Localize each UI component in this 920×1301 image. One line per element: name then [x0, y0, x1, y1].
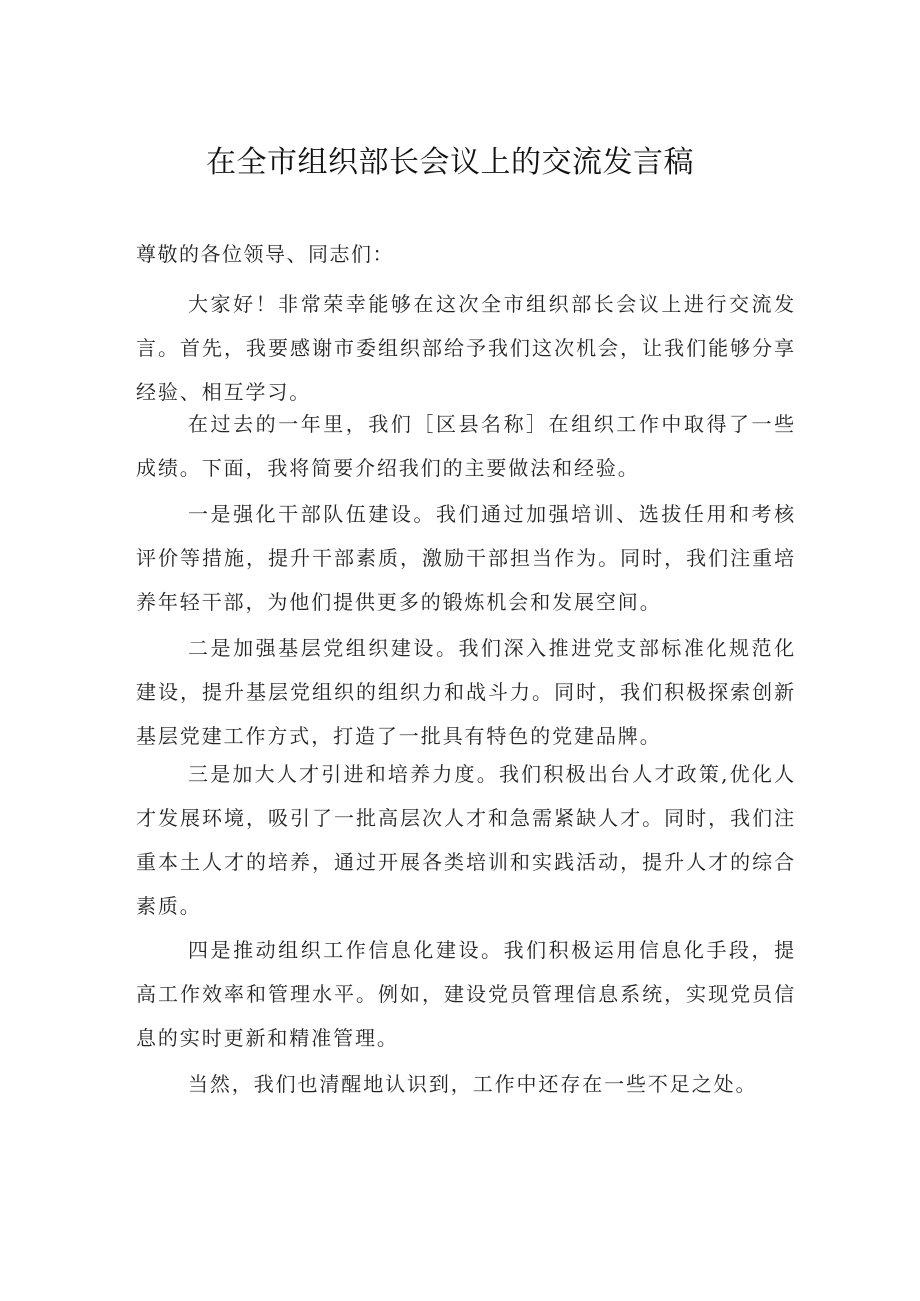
- paragraph-cadre-building: 一是强化干部队伍建设。我们通过加强培训、选拔任用和考核评价等措施，提升干部素质，激励干部担当作为。同时，我们注重培养年轻干部，为他们提供更多的锻炼机会和发展空间。: [136, 502, 796, 614]
- paragraph-greeting: 大家好！非常荣幸能够在这次全市组织部长会议上进行交流发言。首先，我要感谢市委组织部给予我们这次机会，让我们能够分享经验、相互学习。: [136, 292, 796, 404]
- paragraph-talent: 三是加大人才引进和培养力度。我们积极出台人才政策,优化人才发展环境，吸引了一批高层次人才和急需紧缺人才。同时，我们注重本土人才的培养，通过开展各类培训和实践活动，提升人才的综合素质。: [136, 762, 796, 918]
- paragraph-grassroots-party: 二是加强基层党组织建设。我们深入推进党支部标准化规范化建设，提升基层党组织的组织力和战斗力。同时，我们积极探索创新基层党建工作方式，打造了一批具有特色的党建品牌。: [136, 636, 796, 748]
- salutation: 尊敬的各位领导、同志们：: [136, 242, 394, 266]
- document-title: 在全市组织部长会议上的交流发言稿: [206, 145, 694, 180]
- paragraph-shortcomings: 当然，我们也清醒地认识到，工作中还存在一些不足之处。: [188, 1072, 758, 1096]
- paragraph-intro: 在过去的一年里，我们［区县名称］在组织工作中取得了一些成绩。下面，我将简要介绍我们的主要做法和经验。: [136, 412, 796, 480]
- paragraph-informatization: 四是推动组织工作信息化建设。我们积极运用信息化手段，提高工作效率和管理水平。例如，建设党员管理信息系统，实现党员信息的实时更新和精准管理。: [136, 938, 796, 1050]
